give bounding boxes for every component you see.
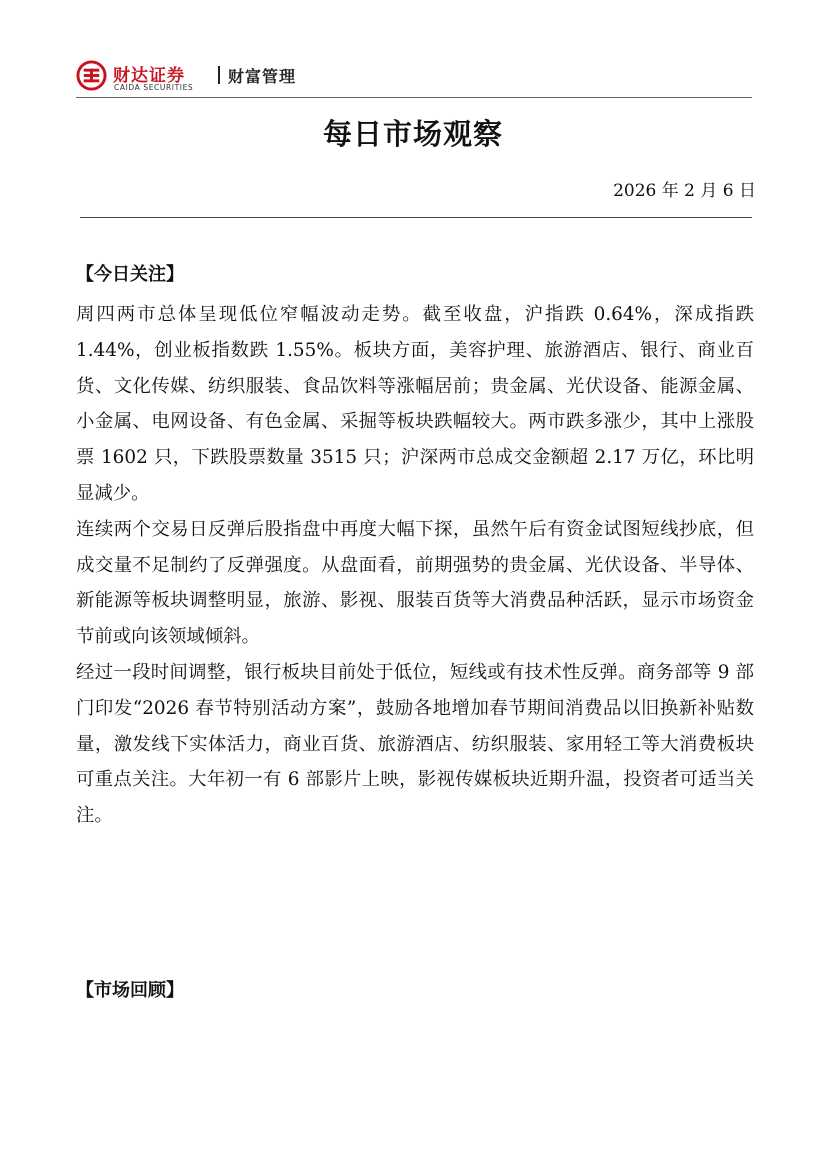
section-heading-today-focus: 【今日关注】 bbox=[76, 264, 184, 285]
brand-divider bbox=[218, 66, 220, 84]
brand-name: 财达证券 bbox=[113, 66, 185, 86]
caida-logo-icon bbox=[76, 60, 107, 91]
page-title: 每日市场观察 bbox=[322, 117, 503, 151]
today-focus-body bbox=[76, 297, 754, 834]
paragraph: 周四两市总体呈现低位窄幅波动走势。截至收盘，沪指跌 0.64%，深成指跌 1.44%，创业板指数跌 1.55%。板块方面，美容护理、旅游酒店、银行、商业百货、文化传媒、纺织服装、食品饮料等涨幅居前；贵金属、光伏设备、能源金属、小金属、电网设备、有色金属、采掘等板块跌幅较大。两市跌多涨少，其中上涨股票 1602 只，下跌股票数量 3515 只；沪深两市总成交金额超 2.17 万亿，环比明显减少。 bbox=[76, 304, 754, 504]
division-name: 财富管理 bbox=[228, 67, 297, 86]
report-date: 2026 年 2 月 6 日 bbox=[613, 181, 756, 201]
date-rule bbox=[80, 217, 752, 218]
paragraph: 经过一段时间调整，银行板块目前处于低位，短线或有技术性反弹。商务部等 9 部门印发“2026 春节特别活动方案”，鼓励各地增加春节期间消费品以旧换新补贴数量，激发线下实体活力，商业百货、旅游酒店、纺织服装、家用轻工等大消费板块可重点关注。大年初一有 6 部影片上映，影视传媒板块近期升温，投资者可适当关注。 bbox=[76, 661, 754, 827]
paragraph: 连续两个交易日反弹后股指盘中再度大幅下探，虽然午后有资金试图短线抄底，但成交量不足制约了反弹强度。从盘面看，前期强势的贵金属、光伏设备、半导体、新能源等板块调整明显，旅游、影视、服装百货等大消费品种活跃，显示市场资金节前或向该领域倾斜。 bbox=[76, 518, 754, 648]
brand-english-name: CAIDA SECURITIES bbox=[114, 83, 194, 92]
section-heading-market-review: 【市场回顾】 bbox=[76, 980, 184, 1001]
report-header bbox=[76, 58, 756, 94]
header-rule bbox=[76, 97, 752, 98]
